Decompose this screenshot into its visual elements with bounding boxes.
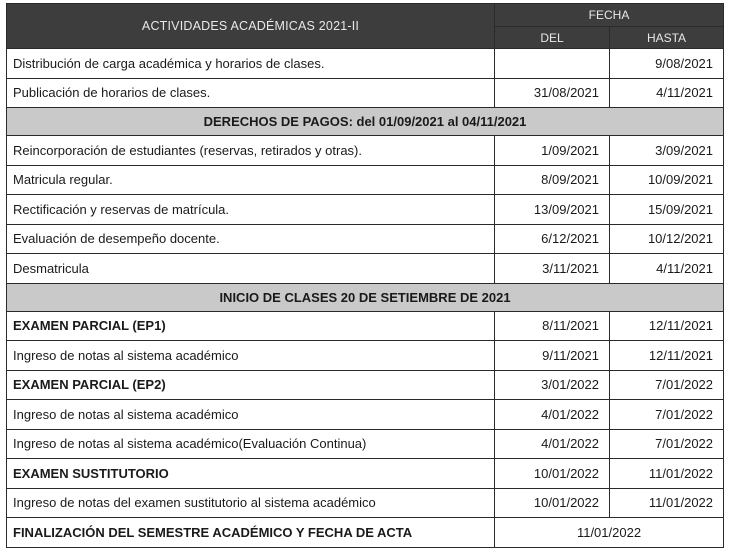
end-date: 3/09/2021 (610, 136, 724, 166)
end-date: 12/11/2021 (610, 311, 724, 341)
activity-row (7, 165, 724, 195)
activities-table (6, 3, 724, 548)
start-date: 13/09/2021 (495, 195, 610, 225)
section-band-row (7, 108, 724, 136)
start-date: 8/11/2021 (495, 311, 610, 341)
activity-label: EXAMEN SUSTITUTORIO (7, 459, 495, 489)
activity-row (7, 459, 724, 489)
end-date: 4/11/2021 (610, 254, 724, 284)
end-date: 15/09/2021 (610, 195, 724, 225)
start-date: 8/09/2021 (495, 165, 610, 195)
activity-row (7, 400, 724, 430)
activity-label: EXAMEN PARCIAL (EP1) (7, 311, 495, 341)
section-band-label: INICIO DE CLASES 20 DE SETIEMBRE DE 2021 (7, 283, 724, 311)
end-date: 10/09/2021 (610, 165, 724, 195)
activity-label: Ingreso de notas al sistema académico(Evaluación Continua) (7, 429, 495, 459)
start-date: 4/01/2022 (495, 429, 610, 459)
start-date: 3/01/2022 (495, 370, 610, 400)
activity-label: Matricula regular. (7, 165, 495, 195)
activities-body (7, 49, 724, 548)
end-date: 12/11/2021 (610, 341, 724, 371)
start-date: 6/12/2021 (495, 224, 610, 254)
start-date: 10/01/2022 (495, 488, 610, 518)
start-date: 9/11/2021 (495, 341, 610, 371)
section-band-label: DERECHOS DE PAGOS: del 01/09/2021 al 04/11/2021 (7, 108, 724, 136)
activity-row (7, 429, 724, 459)
activity-label: Ingreso de notas del examen sustitutorio al sistema académico (7, 488, 495, 518)
end-date: 10/12/2021 (610, 224, 724, 254)
activities-header: ACTIVIDADES ACADÉMICAS 2021-II (7, 4, 495, 49)
hasta-header: HASTA (610, 27, 724, 49)
activity-label: Distribución de carga académica y horarios de clases. (7, 49, 495, 79)
activity-label: EXAMEN PARCIAL (EP2) (7, 370, 495, 400)
start-date: 31/08/2021 (495, 78, 610, 108)
end-date: 7/01/2022 (610, 429, 724, 459)
activity-row (7, 78, 724, 108)
final-row (7, 518, 724, 548)
start-date (495, 49, 610, 79)
activity-row (7, 370, 724, 400)
start-date: 3/11/2021 (495, 254, 610, 284)
fecha-header: FECHA (495, 4, 724, 27)
section-band-row (7, 283, 724, 311)
activity-label: Desmatricula (7, 254, 495, 284)
final-date: 11/01/2022 (495, 518, 724, 548)
activity-row (7, 341, 724, 371)
end-date: 11/01/2022 (610, 488, 724, 518)
activity-row (7, 195, 724, 225)
end-date: 11/01/2022 (610, 459, 724, 489)
start-date: 4/01/2022 (495, 400, 610, 430)
end-date: 7/01/2022 (610, 400, 724, 430)
del-header: DEL (495, 27, 610, 49)
activity-label: Ingreso de notas al sistema académico (7, 400, 495, 430)
activity-row (7, 311, 724, 341)
final-activity-label: FINALIZACIÓN DEL SEMESTRE ACADÉMICO Y FECHA DE ACTA (7, 518, 495, 548)
end-date: 4/11/2021 (610, 78, 724, 108)
activity-label: Ingreso de notas al sistema académico (7, 341, 495, 371)
start-date: 10/01/2022 (495, 459, 610, 489)
start-date: 1/09/2021 (495, 136, 610, 166)
activity-label: Reincorporación de estudiantes (reservas, retirados y otras). (7, 136, 495, 166)
end-date: 9/08/2021 (610, 49, 724, 79)
activity-row (7, 488, 724, 518)
activity-row (7, 224, 724, 254)
activity-row (7, 254, 724, 284)
activity-row (7, 136, 724, 166)
activity-label: Publicación de horarios de clases. (7, 78, 495, 108)
activity-label: Rectificación y reservas de matrícula. (7, 195, 495, 225)
activity-row (7, 49, 724, 79)
activity-label: Evaluación de desempeño docente. (7, 224, 495, 254)
end-date: 7/01/2022 (610, 370, 724, 400)
